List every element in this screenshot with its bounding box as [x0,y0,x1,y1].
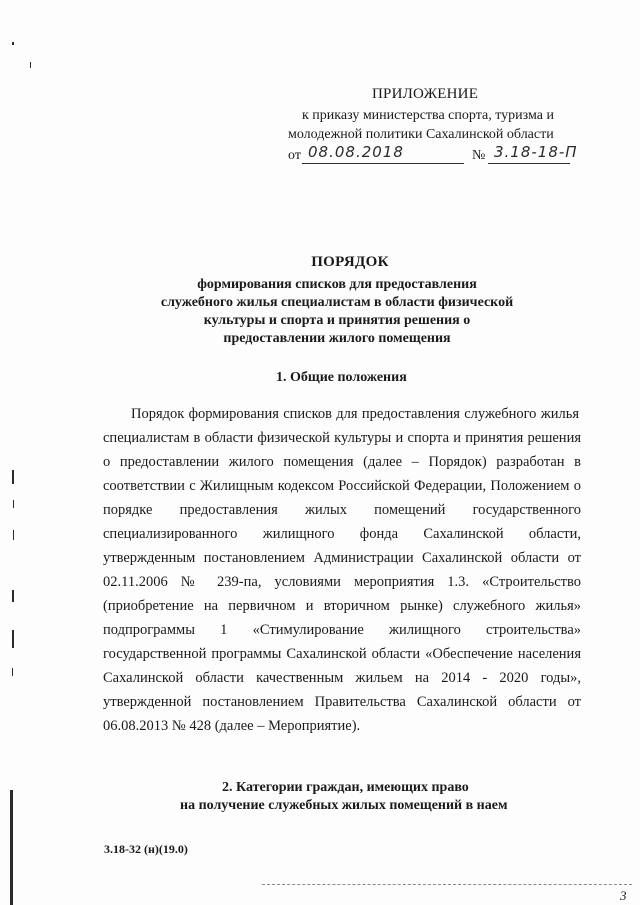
page-number: 3 [620,888,627,903]
date-underline [302,163,464,164]
handwritten-number: 3.18-18-П [494,143,578,161]
scan-mark [30,62,31,68]
appendix-title: ПРИЛОЖЕНИЕ [372,86,479,102]
section-1-heading: 1. Общие положения [276,370,407,385]
paragraph-line: утвержденной постановлением Правительства Сахалинской области от [103,694,581,710]
scan-mark [12,630,14,648]
section-2-heading-line-1: 2. Категории граждан, имеющих право [222,780,469,795]
date-label: от [288,148,301,163]
paragraph-line: Сахалинской области качественным жильем на 2014 - 2020 годы», [103,670,581,686]
scan-mark [12,470,14,484]
scan-mark [12,668,13,676]
paragraph-line: подпрограммы 1 «Стимулирование жилищного строительства» [103,622,581,638]
footer-rule [262,884,632,885]
document-title: ПОРЯДОК [311,254,389,270]
paragraph-line: Порядок формирования списков для предоставления служебного жилья [131,406,579,422]
paragraph-line: 06.08.2013 № 428 (далее – Мероприятие). [103,718,361,734]
subtitle-line: предоставлении жилого помещения [223,331,451,346]
paragraph-line: о предоставлении жилого помещения (далее – Порядок) разработан в [103,454,581,470]
paragraph-line: государственной программы Сахалинской области «Обеспечение населения [103,646,581,662]
number-label: № [472,148,486,163]
number-underline [488,163,570,164]
subtitle-line: служебного жилья специалистам в области физической [160,295,514,310]
scan-mark [13,530,14,540]
document-code: 3.18-32 (н)(19.0) [104,842,188,856]
paragraph-line: 02.11.2006 № 239-па, условиями мероприятия 1.3. «Строительство [103,574,581,590]
paragraph-line: утвержденным постановлением Администрации Сахалинской области от [103,550,581,566]
paragraph-line: специализированного жилищного фонда Сахалинской области, [103,526,581,542]
paragraph-line: соответствии с Жилищным кодексом Российской Федерации, Положением о [103,478,581,494]
appendix-order-line-1: к приказу министерства спорта, туризма и [302,108,554,123]
paragraph-line: порядке предоставления жилых помещений государственного [103,502,581,518]
subtitle-line: культуры и спорта и принятия решения о [203,313,471,328]
paragraph-line: специалистам в области физической культуры и спорта и принятия решения [103,430,581,446]
section-2-heading-line-2: на получение служебных жилых помещений в наем [180,798,508,813]
subtitle-line: формирования списков для предоставления [197,277,477,292]
scan-mark [10,790,13,905]
handwritten-date: 08.08.2018 [308,143,404,161]
paragraph-line: (приобретение на первичном и вторичном рынке) служебного жилья» [103,598,581,614]
appendix-order-line-2: молодежной политики Сахалинской области [288,127,554,142]
scan-mark [12,590,14,602]
scan-mark [12,42,14,45]
scan-mark [13,500,14,508]
